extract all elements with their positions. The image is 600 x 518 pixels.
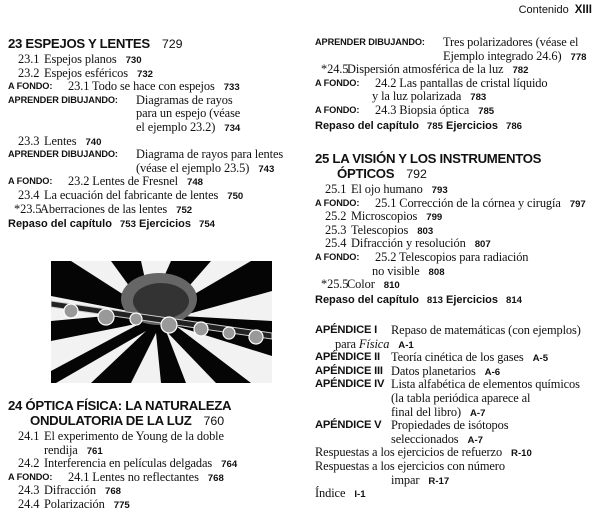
- entry-page-number: 808: [428, 266, 445, 278]
- toc-entry[interactable]: [8, 457, 298, 471]
- toc-line: [8, 162, 298, 176]
- toc-entry[interactable]: [8, 189, 298, 203]
- chapter-title-text: 23 ESPEJOS Y LENTES: [8, 36, 150, 51]
- exercises-label: Ejercicios: [446, 119, 498, 132]
- toc-line: [315, 324, 600, 338]
- entry-label: APÉNDICE III: [315, 364, 383, 377]
- chapter-photo: [51, 261, 272, 383]
- toc-entry[interactable]: [315, 237, 600, 251]
- toc-entry[interactable]: [8, 203, 298, 217]
- toc-entry[interactable]: [8, 135, 298, 149]
- entry-text: 24.3 Biopsia óptica: [375, 102, 470, 117]
- entry-text: Lentes: [44, 133, 77, 148]
- entry-text: Diagramas de rayos: [136, 92, 233, 107]
- toc-entry[interactable]: [8, 148, 298, 175]
- exercises[interactable]: [446, 119, 522, 134]
- entry-page-number: 764: [221, 459, 238, 471]
- entry-text: Espejos esféricos: [44, 65, 128, 80]
- toc-entry[interactable]: [315, 104, 600, 118]
- entry-text: Espejos planos: [44, 52, 117, 66]
- entry-text: el ejemplo 23.2): [136, 119, 216, 134]
- toc-entry[interactable]: [315, 365, 600, 379]
- entry-label: APÉNDICE V: [315, 419, 382, 432]
- toc-line: [315, 487, 600, 501]
- entry-text: Ejemplo integrado 24.6): [443, 48, 562, 63]
- section-number: 25.2: [325, 209, 347, 224]
- toc-line: [8, 444, 298, 458]
- toc-entry[interactable]: [8, 175, 298, 189]
- entry-page-number: 793: [431, 185, 448, 196]
- toc-entry[interactable]: [8, 53, 298, 67]
- toc-line: [8, 67, 298, 81]
- entry-label: A FONDO:: [315, 251, 360, 262]
- toc-line: [315, 50, 600, 64]
- chapter-title-line: [315, 151, 600, 166]
- toc-entry[interactable]: [315, 63, 600, 77]
- toc-entry[interactable]: [315, 210, 600, 224]
- entry-page-number: A-5: [532, 353, 549, 365]
- section-number: 23.4: [18, 187, 40, 202]
- entry-page-number: R-10: [511, 448, 532, 460]
- entry-page-number: A-1: [398, 339, 414, 351]
- section-number: 24.2: [18, 456, 40, 471]
- entry-page-number: 775: [113, 499, 130, 511]
- toc-entry[interactable]: [315, 251, 600, 278]
- review-page: 785: [426, 120, 443, 132]
- entry-text: La ecuación del fabricante de lentes: [44, 187, 219, 202]
- toc-entry[interactable]: [315, 460, 600, 487]
- chapter-review: [315, 119, 600, 134]
- running-header: [519, 4, 592, 16]
- toc-line: [8, 121, 298, 135]
- entry-label: APÉNDICE I: [315, 324, 378, 336]
- section-number: 24.3: [18, 483, 40, 498]
- entry-text: para: [335, 336, 359, 351]
- entry-text: Propiedades de isótopos: [391, 418, 509, 433]
- exercises-label: Ejercicios: [139, 218, 191, 231]
- toc-line: [8, 107, 298, 121]
- toc-line: [315, 392, 600, 406]
- entry-page-number: 785: [478, 105, 495, 117]
- toc-entry[interactable]: [315, 197, 600, 211]
- chapter-23-block: [8, 36, 298, 232]
- entry-label: A FONDO:: [8, 471, 53, 482]
- chapter-title-line: [8, 413, 298, 428]
- entry-page-number: 799: [426, 212, 443, 224]
- chapter-title-line: [8, 36, 298, 51]
- toc-line: [8, 203, 298, 217]
- entry-text: Difracción: [44, 483, 96, 498]
- toc-line: [8, 135, 298, 149]
- entry-text-italic: Física: [358, 336, 390, 351]
- entry-text: para un espejo (véase: [136, 106, 241, 121]
- section-number: 25.4: [325, 236, 347, 251]
- entry-text: Polarización: [44, 496, 105, 511]
- toc-line: [315, 63, 600, 77]
- toc-entry[interactable]: [315, 77, 600, 104]
- entry-page-number: 750: [227, 190, 244, 202]
- entry-label: A FONDO:: [315, 104, 360, 115]
- entry-label: APRENDER DIBUJANDO:: [8, 94, 118, 105]
- toc-line: [315, 433, 600, 447]
- toc-line: [315, 77, 600, 91]
- chapter-page-number: 792: [406, 167, 427, 181]
- review-label[interactable]: Repaso del capítulo: [8, 218, 112, 231]
- toc-entry[interactable]: [315, 487, 600, 501]
- entry-text: Datos planetarios: [391, 363, 476, 378]
- entry-text: 23.1 Todo se hace con espejos: [68, 79, 215, 94]
- section-number: 23.1: [18, 52, 40, 66]
- toc-line: [315, 278, 600, 292]
- entry-text: Telescopios: [351, 222, 409, 237]
- exercises-page: 786: [505, 120, 522, 132]
- entry-label: A FONDO:: [315, 197, 360, 208]
- header-title: Contenido: [518, 4, 569, 16]
- toc-entry[interactable]: [8, 430, 298, 457]
- entry-page-number: 810: [383, 280, 400, 292]
- toc-line: [315, 237, 600, 251]
- toc-entry[interactable]: [315, 419, 600, 446]
- toc-line: [8, 457, 298, 471]
- section-number: 24.1: [18, 429, 40, 443]
- chapter-review: [315, 293, 600, 308]
- review-label[interactable]: Repaso del capítulo: [315, 293, 419, 306]
- toc-entry[interactable]: [315, 378, 600, 419]
- entry-label: APÉNDICE IV: [315, 378, 385, 391]
- toc-line: [315, 224, 600, 238]
- section-number: 25.3: [325, 222, 347, 237]
- chapter-page-number: 760: [203, 414, 225, 428]
- entry-text: 25.1 Corrección de la córnea y cirugía: [375, 195, 561, 210]
- toc-line: [315, 90, 600, 104]
- chapter-24-block: [8, 398, 298, 512]
- section-number: 23.2: [18, 65, 40, 80]
- exercises-label: Ejercicios: [446, 293, 498, 306]
- toc-line: [315, 251, 600, 265]
- toc-line: [8, 189, 298, 203]
- toc-entry[interactable]: [315, 224, 600, 238]
- entry-text: Diagrama de rayos para lentes: [136, 147, 284, 162]
- toc-line: [315, 460, 600, 474]
- entry-text: Respuestas a los ejercicios con número: [315, 458, 505, 473]
- exercises-page: 754: [198, 219, 215, 231]
- toc-entry[interactable]: [315, 183, 600, 197]
- section-number: 24.4: [18, 496, 40, 511]
- entry-page-number: A-6: [484, 366, 501, 378]
- appendices-block: [315, 324, 600, 501]
- entry-label: A FONDO:: [8, 176, 53, 187]
- entry-page-number: A-7: [469, 407, 486, 419]
- toc-line: [315, 419, 600, 433]
- toc-line: [315, 378, 600, 392]
- toc-line: [315, 183, 600, 197]
- toc-entry[interactable]: [315, 36, 600, 63]
- entry-text: rendija: [44, 442, 78, 457]
- entry-text: El ojo humano: [351, 182, 423, 196]
- toc-line: [8, 484, 298, 498]
- entry-label: A FONDO:: [315, 77, 360, 88]
- chapter-page-number: 729: [161, 37, 183, 51]
- toc-line: [8, 80, 298, 94]
- entry-text: Difracción y resolución: [351, 236, 466, 251]
- entry-text: Color: [347, 277, 375, 292]
- toc-line: [8, 471, 298, 485]
- toc-line: [315, 210, 600, 224]
- exercises-page: 814: [505, 294, 522, 306]
- entry-page-number: R-17: [428, 475, 450, 487]
- chapter-title-line: [8, 398, 298, 413]
- entry-label: APÉNDICE II: [315, 351, 380, 364]
- entry-page-number: I-1: [354, 489, 366, 501]
- entry-page-number: 797: [569, 198, 586, 210]
- section-number: *23.5: [14, 201, 42, 216]
- chapter-review: [8, 217, 298, 232]
- toc-line: [8, 53, 298, 67]
- chapter-25-block: [315, 151, 600, 308]
- review-page: 813: [426, 294, 443, 306]
- toc-line: [8, 148, 298, 162]
- toc-line: [8, 94, 298, 108]
- toc-line: [315, 351, 600, 365]
- toc-line: [315, 474, 600, 488]
- entry-text: Repaso de matemáticas (con ejemplos): [391, 323, 581, 337]
- toc-entry[interactable]: [315, 278, 600, 292]
- section-number: 25.1: [325, 182, 347, 196]
- entry-text: Dispersión atmosférica de la luz: [347, 62, 504, 77]
- chapter-24-continued-block: [315, 36, 600, 134]
- entry-text: seleccionados: [391, 431, 459, 446]
- entry-text: 24.1 Lentes no reflectantes: [68, 469, 199, 484]
- toc-line: [315, 197, 600, 211]
- toc-entry[interactable]: [8, 484, 298, 498]
- entry-text: (véase el ejemplo 23.5): [136, 160, 250, 175]
- chapter-title-line: [315, 166, 600, 181]
- entry-text: Tres polarizadores (véase el: [443, 35, 579, 49]
- toc-entry[interactable]: [8, 498, 298, 512]
- entry-label: A FONDO:: [8, 81, 53, 92]
- section-number: *24.5: [321, 62, 349, 77]
- toc-entry[interactable]: [8, 471, 298, 485]
- toc-line: [8, 430, 298, 444]
- toc-line: [315, 265, 600, 279]
- entry-text: Aberraciones de las lentes: [40, 201, 168, 216]
- entry-text: Teoría cinética de los gases: [391, 350, 524, 365]
- entry-text: no visible: [372, 263, 420, 278]
- toc-entry[interactable]: [8, 80, 298, 94]
- review-page: 753: [119, 219, 136, 231]
- entry-text: Lista alfabética de elementos químicos: [391, 377, 580, 392]
- entry-page-number: 740: [85, 136, 102, 148]
- entry-page-number: A-7: [467, 434, 483, 446]
- section-number: *25.5: [321, 277, 349, 292]
- entry-page-number: 734: [224, 122, 241, 134]
- toc-line: [315, 36, 600, 50]
- entry-label: APRENDER DIBUJANDO:: [315, 37, 425, 47]
- entry-page-number: 768: [207, 472, 224, 484]
- exercises[interactable]: [446, 293, 522, 308]
- chapter-title-text: 24 ÓPTICA FÍSICA: LA NATURALEZA: [8, 398, 232, 413]
- review-label[interactable]: Repaso del capítulo: [315, 119, 419, 132]
- entry-page-number: 778: [570, 51, 587, 63]
- entry-text: Respuestas a los ejercicios de refuerzo: [315, 445, 503, 460]
- toc-line: [315, 406, 600, 420]
- exercises[interactable]: [139, 217, 215, 232]
- entry-page-number: 733: [223, 82, 240, 94]
- entry-text: El experimento de Young de la doble: [44, 429, 224, 443]
- toc-line: [8, 175, 298, 189]
- entry-text: impar: [391, 472, 420, 487]
- entry-text: Índice: [315, 486, 346, 501]
- toc-entry[interactable]: [8, 94, 298, 135]
- toc-line: [315, 446, 600, 460]
- entry-page-number: 761: [86, 445, 103, 457]
- entry-text: Interferencia en películas delgadas: [44, 456, 213, 471]
- entry-page-number: 752: [176, 204, 193, 216]
- entry-text: 23.2 Lentes de Fresnel: [68, 174, 178, 189]
- header-page-number: XIII: [574, 4, 592, 16]
- toc-line: [8, 498, 298, 512]
- entry-text: (la tabla periódica aparece al: [391, 390, 531, 405]
- entry-text: final del libro): [391, 404, 461, 419]
- chapter-title-text: 25 LA VISIÓN Y LOS INSTRUMENTOS: [315, 151, 542, 166]
- entry-text: 24.2 Las pantallas de cristal líquido: [375, 75, 548, 90]
- entry-page-number: 768: [104, 486, 121, 498]
- entry-page-number: 783: [470, 92, 487, 104]
- toc-entry[interactable]: [315, 324, 600, 351]
- entry-text: Microscopios: [351, 209, 418, 224]
- entry-page-number: 748: [186, 177, 203, 189]
- toc-line: [315, 104, 600, 118]
- entry-page-number: 807: [474, 239, 491, 251]
- toc-entry[interactable]: [315, 446, 600, 460]
- entry-page-number: 730: [125, 55, 142, 66]
- toc-entry[interactable]: [8, 67, 298, 81]
- toc-line: [315, 338, 600, 352]
- entry-page-number: 743: [258, 163, 275, 175]
- daisy-waterdrops-image: [51, 261, 272, 383]
- chapter-title-text: ÓPTICOS: [337, 166, 395, 181]
- chapter-title-text: ONDULATORIA DE LA LUZ: [30, 413, 192, 428]
- entry-page-number: 782: [512, 65, 529, 77]
- entry-text: y la luz polarizada: [372, 89, 462, 104]
- entry-text: 25.2 Telescopios para radiación: [375, 249, 529, 264]
- toc-line: [315, 365, 600, 379]
- entry-page-number: 732: [136, 68, 153, 80]
- entry-page-number: 803: [417, 225, 434, 237]
- section-number: 23.3: [18, 133, 40, 148]
- entry-label: APRENDER DIBUJANDO:: [8, 149, 118, 160]
- toc-entry[interactable]: [315, 351, 600, 365]
